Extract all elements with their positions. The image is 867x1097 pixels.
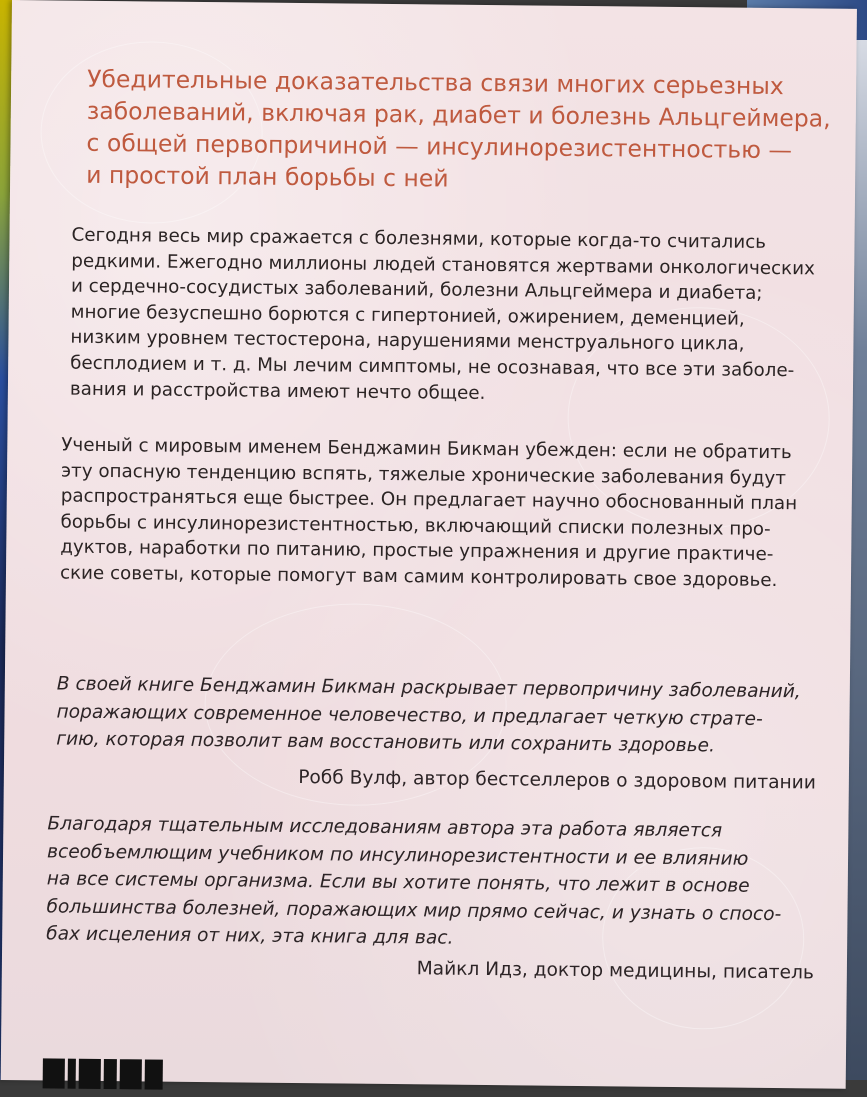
paragraph-line: вания и расстройства имеют нечто общее. (69, 378, 486, 404)
paragraph-line: многие безуспешно борются с гипертонией, ожирением, деменцией, (70, 301, 745, 330)
quote-line: на все системы организма. Если вы хотите понять, что лежит в основе (46, 868, 750, 897)
quote-line: гию, которая позволит вам восстановить или сохранить здоровье. (56, 728, 716, 757)
quote-line: В своей книге Бенджамин Бикман раскрывает первопричину заболеваний, (56, 673, 801, 703)
paragraph-line: бесплодием и т. д. Мы лечим симптомы, не осознавая, что все эти заболе- (70, 352, 795, 382)
description-paragraph-2 (60, 433, 830, 595)
paragraph-line: ские советы, которые помогут вам самим контролировать свое здоровье. (59, 562, 778, 592)
quote-line: поражающих современное человечество, и предлагает четкую страте- (56, 701, 763, 730)
review-quote-1 (56, 671, 817, 761)
paragraph-line: Ученый с мировым именем Бенджамин Бикман убежден: если не обратить (61, 434, 792, 464)
paragraph-line: борьбы с инсулинорезистентностью, включающий списки полезных про- (60, 511, 771, 540)
paragraph-line: и сердечно-сосудистых заболеваний, болезни Альцгеймера и диабета; (70, 275, 763, 305)
tagline-line: заболеваний, включая рак, диабет и болезнь Альцгеймера, (86, 96, 831, 133)
paragraph-line: эту опасную тенденцию вспять, тяжелые хронические заболевания будут (60, 460, 787, 489)
tagline-line: Убедительные доказательства связи многих серьезных (87, 64, 784, 101)
description-paragraph-1 (70, 223, 832, 410)
quote-line: Благодаря тщательным исследованиям автора эта работа является (47, 813, 723, 842)
quote-line: всеобъемлющим учебником по инсулинорезистентности и ее влиянию (46, 840, 749, 870)
paragraph-line: дуктов, наработки по питанию, простые упражнения и другие практиче- (60, 536, 774, 566)
quote-line: бах исцеления от них, эта книга для вас. (46, 923, 454, 949)
paragraph-line: Сегодня весь мир сражается с болезнями, которые когда-то считались (71, 224, 767, 253)
review-quote-2 (46, 810, 815, 956)
paragraph-line: распространяться еще быстрее. Он предлагает научно обоснованный план (60, 485, 798, 515)
tagline-line: с общей первопричиной — инсулинорезистентностью — (86, 128, 793, 165)
review-attribution-2: Майкл Идз, доктор медицины, писатель (416, 958, 814, 984)
tagline-line: и простой план борьбы с ней (86, 160, 449, 193)
cover-tagline (86, 63, 831, 199)
review-attribution-1: Робб Вулф, автор бестселлеров о здоровом питании (298, 767, 816, 794)
quote-line: большинства болезней, поражающих мир прямо сейчас, и узнать о спосо- (46, 895, 782, 925)
book-back-cover (1, 0, 857, 1089)
publisher-logo-partial (43, 1058, 163, 1089)
paragraph-line: редкими. Ежегодно миллионы людей становятся жертвами онкологических (71, 250, 815, 280)
paragraph-line: низким уровнем тестостерона, нарушениями менструального цикла, (70, 327, 745, 356)
